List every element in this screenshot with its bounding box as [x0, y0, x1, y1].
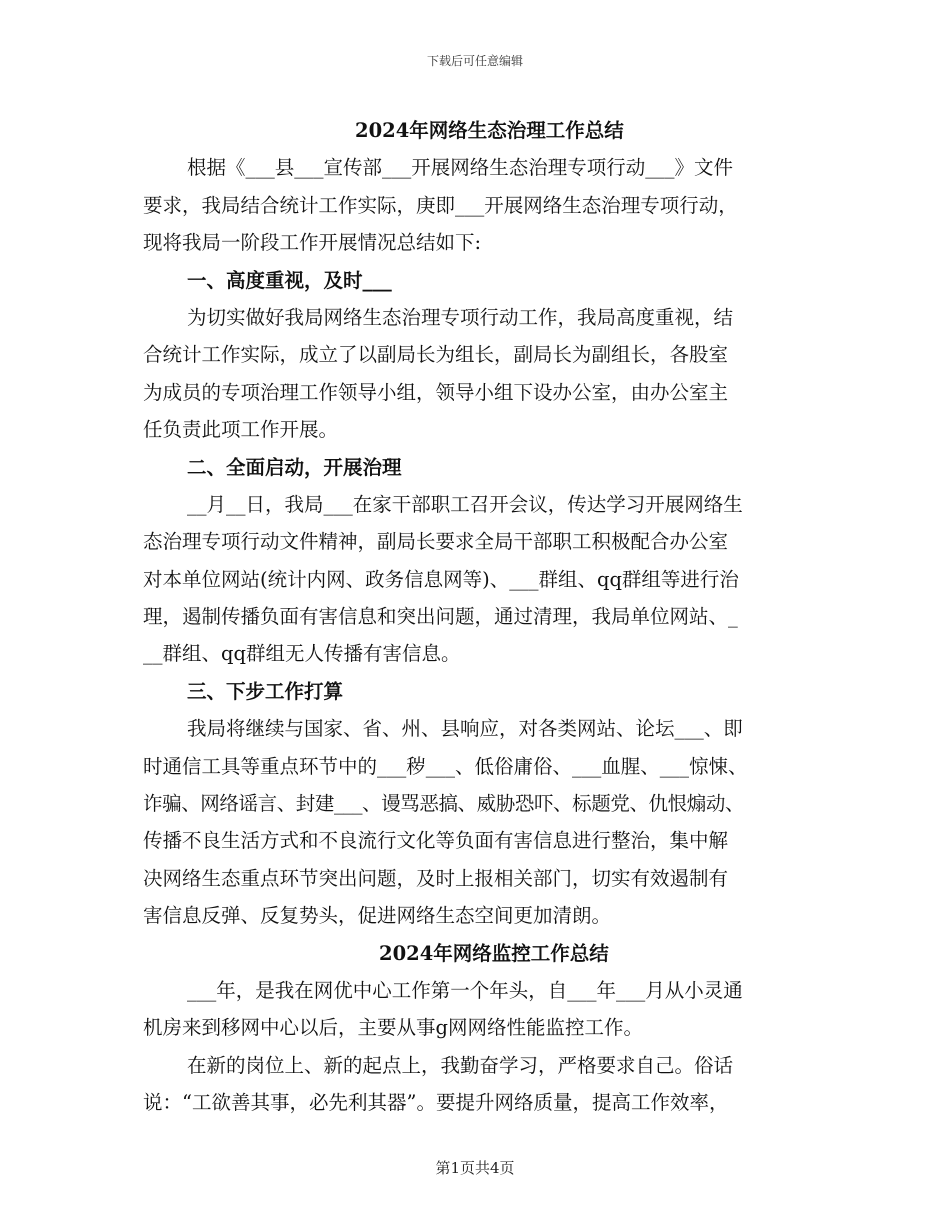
paragraph-line: 说：“工欲善其事，必先利其器”。要提升网络质量，提高工作效率， — [143, 1091, 729, 1115]
document-title: 2024年网络监控工作总结 — [379, 941, 609, 965]
paragraph-line: 合统计工作实际，成立了以副局长为组长，副局长为副组长，各股室 — [143, 343, 729, 367]
paragraph-line: 态治理专项行动文件精神，副局长要求全局干部职工积极配合办公室 — [143, 530, 729, 554]
paragraph-line: 在新的岗位上、新的起点上，我勤奋学习，严格要求自己。俗话 — [187, 1053, 734, 1077]
paragraph-line: 害信息反弹、反复势头，促进网络生态空间更加清朗。 — [143, 904, 612, 928]
paragraph-line: 理，遏制传播负面有害信息和突出问题，通过清理，我局单位网站、_ — [143, 605, 738, 629]
paragraph-line: __群组、qq群组无人传播有害信息。 — [143, 642, 461, 666]
paragraph-line: 机房来到移网中心以后，主要从事g网网络性能监控工作。 — [143, 1016, 643, 1040]
header-note: 下载后可任意编辑 — [426, 54, 523, 68]
paragraph-line: 要求，我局结合统计工作实际，庚即___开展网络生态治理专项行动， — [143, 193, 738, 217]
paragraph-line: __月__日，我局___在家干部职工召开会议，传达学习开展网络生 — [187, 492, 743, 516]
page-number: 第1页共4页 — [435, 1159, 515, 1177]
paragraph-line: ___年，是我在网优中心工作第一个年头，自___年___月从小灵通 — [187, 978, 743, 1002]
paragraph-line: 为成员的专项治理工作领导小组，领导小组下设办公室，由办公室主 — [143, 380, 729, 404]
section-heading: 三、下步工作打算 — [187, 679, 344, 703]
paragraph-line: 我局将继续与国家、省、州、县响应，对各类网站、论坛___、即 — [187, 717, 743, 741]
document-body — [143, 112, 823, 1122]
document-title: 2024年网络生态治理工作总结 — [355, 119, 624, 142]
section-heading: 一、高度重视，及时___ — [187, 268, 392, 292]
paragraph-line: 为切实做好我局网络生态治理专项行动工作，我局高度重视，结 — [187, 305, 734, 329]
paragraph-line: 现将我局一阶段工作开展情况总结如下: — [143, 231, 482, 255]
paragraph-line: 任负责此项工作开展。 — [143, 418, 339, 442]
paragraph-line: 决网络生态重点环节突出问题，及时上报相关部门，切实有效遏制有 — [143, 866, 729, 890]
paragraph-line: 对本单位网站(统计内网、政务信息网等)、___群组、qq群组等进行治 — [143, 567, 739, 591]
paragraph-line: 时通信工具等重点环节中的___秽___、低俗庸俗、___血腥、___惊悚、 — [143, 754, 748, 778]
paragraph-line: 根据《___县___宣传部___开展网络生态治理专项行动___》文件 — [187, 156, 734, 180]
section-heading: 二、全面启动，开展治理 — [187, 455, 402, 479]
paragraph-line: 诈骗、网络谣言、封建___、谩骂恶搞、威胁恐吓、标题党、仇恨煽动、 — [143, 792, 745, 816]
paragraph-line: 传播不良生活方式和不良流行文化等负面有害信息进行整治，集中解 — [143, 829, 729, 853]
